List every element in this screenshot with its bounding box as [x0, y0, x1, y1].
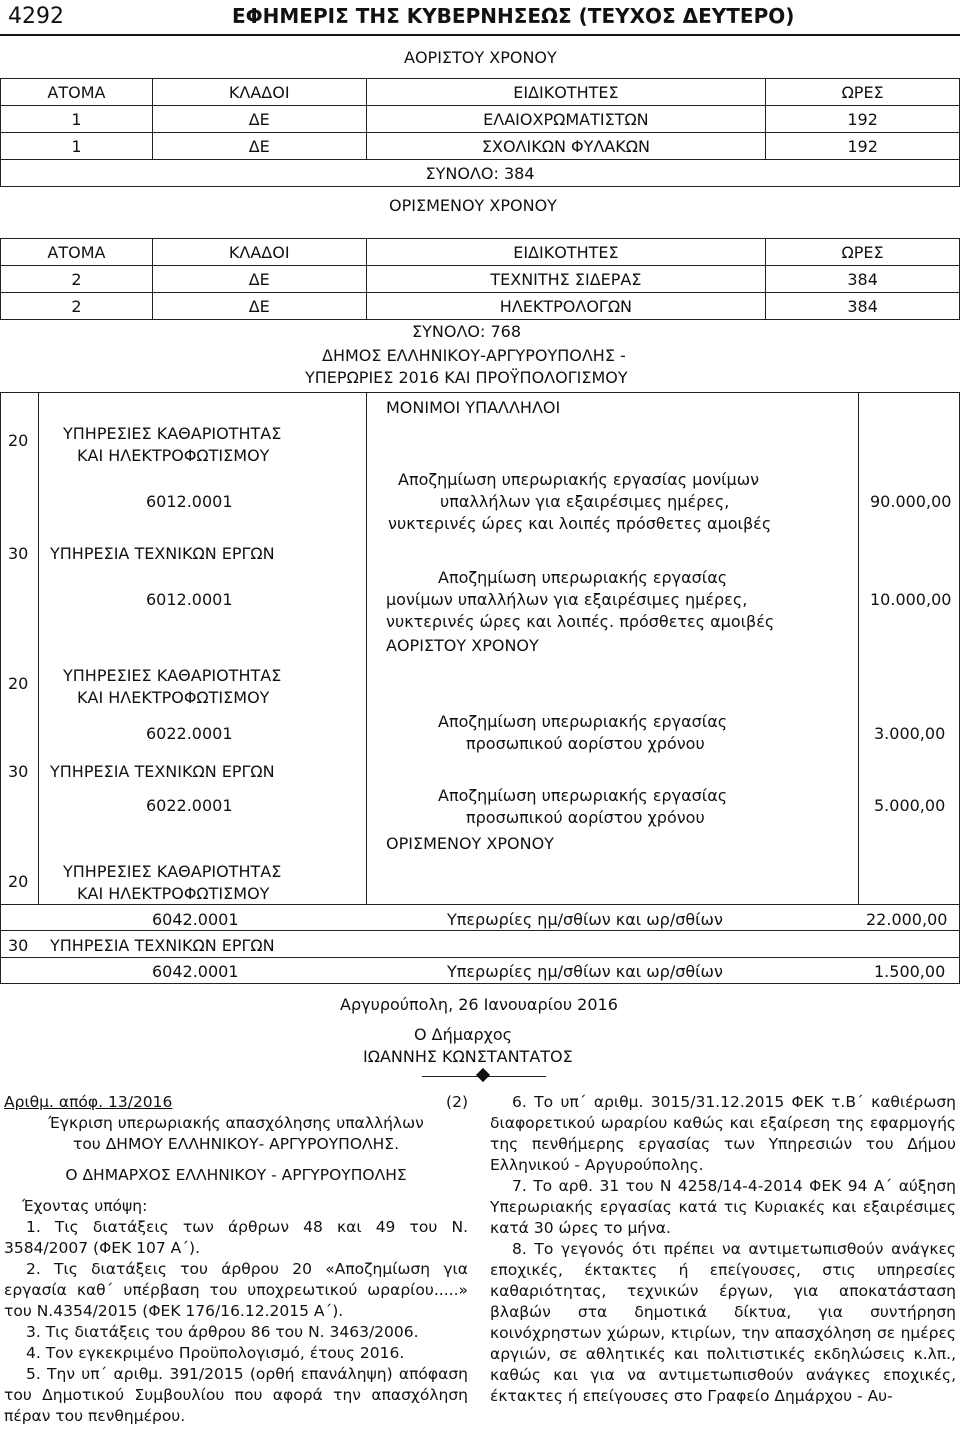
consideration: 8. Το γεγονός ότι πρέπει να αντιμετωπισθούν ανάγκες εποχικές, έκτακτες ή επείγουσες, στις υπηρεσίες καθαριότητας, τεχνικών έργων, για αποκατάσταση βλαβών στα δημοτικά δίκτυα, για συντήρηση κοινόχρηστων χώρων, κτιρίων, την απασχόληση σε ημέρες αργιών, σε αθλητικές και πολιτιστικές εκδηλώσεις κ.λπ., καθώς και για να αντιμετωπισθούν ανάγκες εποχικές, έκτακτες ή επείγουσες στο Γραφείο Δημάρχου - Αυ-	[490, 1240, 956, 1405]
cell: ΣΧΟΛΙΚΩΝ ΦΥΛΑΚΩΝ	[366, 133, 766, 160]
rule	[858, 392, 859, 904]
consideration: 1. Τις διατάξεις των άρθρων 48 και 49 του Ν. 3584/2007 (ΦΕΚ 107 Α΄).	[4, 1218, 468, 1257]
decision-line	[4, 1092, 468, 1113]
table-aoristou	[0, 78, 960, 187]
section-heading: ΜΟΝΙΜΟΙ ΥΠΑΛΛΗΛΟΙ	[386, 398, 561, 417]
col-eidikotites: ΕΙΔΙΚΟΤΗΤΕΣ	[366, 79, 766, 106]
fund-number: 20	[8, 431, 29, 450]
col-ores: ΩΡΕΣ	[766, 79, 960, 106]
page-number: 4292	[8, 4, 64, 29]
amount: 1.500,00	[874, 962, 946, 981]
consideration: 3. Τις διατάξεις του άρθρου 86 του Ν. 3463/2006.	[26, 1323, 419, 1341]
account-code: 6022.0001	[146, 724, 233, 743]
consideration: 5. Την υπ΄ αριθμ. 391/2015 (ορθή επανάληψη) απόφαση του Δημοτικού Συμβουλίου που αφορά την απασχόληση πέραν του πενθημέρου.	[4, 1365, 468, 1425]
expense-desc: Αποζημίωση υπερωριακής εργασίας	[438, 786, 728, 805]
rule	[0, 930, 960, 931]
expense-desc: Αποζημίωση υπερωριακής εργασίας μονίμων	[398, 470, 760, 489]
cell: 1	[1, 133, 153, 160]
cell: ΕΛΑΙΟΧΡΩΜΑΤΙΣΤΩΝ	[366, 106, 766, 133]
cell: ΔΕ	[152, 293, 366, 320]
cell: ΔΕ	[152, 133, 366, 160]
consideration: 2. Τις διατάξεις του άρθρου 20 «Αποζημίωση για εργασία καθ΄ υπέρβαση του υποχρεωτικού ωραρίου.....» του Ν.4354/2015 (ΦΕΚ 176/16.12.2015 Α΄).	[4, 1260, 468, 1320]
cell: ΔΕ	[152, 266, 366, 293]
rule	[0, 392, 1, 983]
rule	[38, 392, 39, 904]
considerations-heading: Έχοντας υπόψη:	[22, 1197, 148, 1215]
amount: 3.000,00	[874, 724, 946, 743]
col-eidikotites: ΕΙΔΙΚΟΤΗΤΕΣ	[366, 239, 766, 266]
cell: 192	[766, 106, 960, 133]
fund-number: 20	[8, 872, 29, 891]
cell: ΔΕ	[152, 106, 366, 133]
expense-desc: Αποζημίωση υπερωριακής εργασίας	[438, 712, 728, 731]
cell: 384	[766, 293, 960, 320]
cell: 2	[1, 293, 153, 320]
service-name: ΥΠΗΡΕΣΙΕΣ ΚΑΘΑΡΙΟΤΗΤΑΣ	[63, 666, 282, 685]
account-code: 6012.0001	[146, 492, 233, 511]
fund-number: 30	[8, 936, 29, 955]
section-heading: ΟΡΙΣΜΕΝΟΥ ΧΡΟΝΟΥ	[386, 834, 554, 853]
left-column	[4, 1092, 468, 1427]
expense-desc: νυκτερινές ώρες και λοιπές. πρόσθετες αμοιβές	[386, 612, 775, 631]
section-heading: ΑΟΡΙΣΤΟΥ ΧΡΟΝΟΥ	[386, 636, 539, 655]
t2-total: ΣΥΝΟΛΟ: 768	[412, 322, 521, 341]
fund-number: 30	[8, 544, 29, 563]
table-row	[1, 133, 960, 160]
table-row	[1, 293, 960, 320]
account-code: 6022.0001	[146, 796, 233, 815]
expense-desc: νυκτερινές ώρες και λοιπές πρόσθετες αμοιβές	[388, 514, 772, 533]
place-date: Αργυρούπολη, 26 Ιανουαρίου 2016	[340, 995, 618, 1014]
t3-title-2: ΥΠΕΡΩΡΙΕΣ 2016 ΚΑΙ ΠΡΟΫΠΟΛΟΓΙΣΜΟΥ	[305, 368, 628, 387]
rule	[366, 392, 367, 904]
total-row	[1, 160, 960, 187]
account-code: 6012.0001	[146, 590, 233, 609]
cell: 2	[1, 266, 153, 293]
table-orismenou	[0, 238, 960, 320]
rule	[0, 392, 960, 393]
consideration: 7. Το αρθ. 31 του Ν 4258/14-4-2014 ΦΕΚ 94 Α΄ αύξηση Υπερωριακής εργασίας κατά τις Κυριακές και εξαιρέσιμες κατά 30 ώρες το μήνα.	[490, 1177, 956, 1237]
amount: 5.000,00	[874, 796, 946, 815]
col-kladoi: ΚΛΑΔΟΙ	[152, 79, 366, 106]
amount: 22.000,00	[866, 910, 948, 929]
header-rule	[0, 34, 960, 36]
expense-desc: μονίμων υπαλλήλων για εξαιρέσιμες ημέρες,	[386, 590, 748, 609]
cell: ΤΕΧΝΙΤΗΣ ΣΙΔΕΡΑΣ	[366, 266, 766, 293]
journal-title: ΕΦΗΜΕΡΙΣ ΤΗΣ ΚΥΒΕΡΝΗΣΕΩΣ (ΤΕΥΧΟΣ ΔΕΥΤΕΡΟ)	[232, 4, 795, 28]
fund-number: 20	[8, 674, 29, 693]
service-name: ΚΑΙ ΗΛΕΚΤΡΟΦΩΤΙΣΜΟΥ	[77, 884, 270, 903]
consideration: 4. Τον εγκεκριμένο Προϋπολογισμό, έτους 2016.	[26, 1344, 405, 1362]
decision-subject: Έγκριση υπερωριακής απασχόλησης υπαλλήλων	[48, 1114, 424, 1132]
fund-number: 30	[8, 762, 29, 781]
service-name: ΚΑΙ ΗΛΕΚΤΡΟΦΩΤΙΣΜΟΥ	[77, 446, 270, 465]
t1-title: ΑΟΡΙΣΤΟΥ ΧΡΟΝΟΥ	[404, 48, 557, 67]
table-header	[1, 79, 960, 106]
service-name: ΥΠΗΡΕΣΙΕΣ ΚΑΘΑΡΙΟΤΗΤΑΣ	[63, 862, 282, 881]
amount: 10.000,00	[870, 590, 952, 609]
service-name: ΥΠΗΡΕΣΙΕΣ ΚΑΘΑΡΙΟΤΗΤΑΣ	[63, 424, 282, 443]
rule	[0, 957, 960, 958]
expense-desc: υπαλλήλων για εξαιρέσιμες ημέρες,	[440, 492, 730, 511]
expense-desc: προσωπικού αορίστου χρόνου	[466, 734, 705, 753]
cell: 384	[766, 266, 960, 293]
diamond-icon	[476, 1068, 490, 1082]
rule	[0, 904, 960, 905]
table-row	[1, 266, 960, 293]
col-atoma: ΑΤΟΜΑ	[1, 239, 153, 266]
decision-number: Αριθμ. απόφ. 13/2016	[4, 1093, 173, 1111]
table-header	[1, 239, 960, 266]
cell: 1	[1, 106, 153, 133]
total-cell: ΣΥΝΟΛΟ: 384	[1, 160, 960, 187]
expense-desc: Υπερωρίες ημ/σθίων και ωρ/σθίων	[447, 962, 723, 981]
t3-title-1: ΔΗΜΟΣ ΕΛΛΗΝΙΚΟΥ-ΑΡΓΥΡΟΥΠΟΛΗΣ -	[322, 346, 626, 365]
col-atoma: ΑΤΟΜΑ	[1, 79, 153, 106]
expense-desc: Υπερωρίες ημ/σθίων και ωρ/σθίων	[447, 910, 723, 929]
service-name: ΚΑΙ ΗΛΕΚΤΡΟΦΩΤΙΣΜΟΥ	[77, 688, 270, 707]
rule	[0, 983, 960, 984]
table-row	[1, 106, 960, 133]
t2-title: ΟΡΙΣΜΕΝΟΥ ΧΡΟΝΟΥ	[389, 196, 557, 215]
service-name: ΥΠΗΡΕΣΙΑ ΤΕΧΝΙΚΩΝ ΕΡΓΩΝ	[50, 936, 275, 955]
decision-subject: του ΔΗΜΟΥ ΕΛΛΗΝΙΚΟΥ- ΑΡΓΥΡΟΥΠΟΛΗΣ.	[72, 1135, 399, 1153]
right-column	[490, 1092, 956, 1407]
signatory-name: ΙΩΑΝΝΗΣ ΚΩΝΣΤΑΝΤΑΤΟΣ	[363, 1047, 573, 1066]
decision-authority: Ο ΔΗΜΑΡΧΟΣ ΕΛΛΗΝΙΚΟΥ - ΑΡΓΥΡΟΥΠΟΛΗΣ	[65, 1166, 407, 1184]
consideration: 6. Το υπ΄ αριθμ. 3015/31.12.2015 ΦΕΚ τ.Β΄ καθιέρωση διαφορετικού ωραρίου καθώς και εξαίρεση της εφαρμογής της πενθήμερης εργασίας των Υπηρεσιών του Δήμου Ελληνικού - Αργυρούπολης.	[490, 1093, 956, 1174]
service-name: ΥΠΗΡΕΣΙΑ ΤΕΧΝΙΚΩΝ ΕΡΓΩΝ	[50, 762, 275, 781]
cell: ΗΛΕΚΤΡΟΛΟΓΩΝ	[366, 293, 766, 320]
service-name: ΥΠΗΡΕΣΙΑ ΤΕΧΝΙΚΩΝ ΕΡΓΩΝ	[50, 544, 275, 563]
account-code: 6042.0001	[152, 910, 239, 929]
account-code: 6042.0001	[152, 962, 239, 981]
col-ores: ΩΡΕΣ	[766, 239, 960, 266]
amount: 90.000,00	[870, 492, 952, 511]
signatory-role: Ο Δήμαρχος	[414, 1025, 513, 1044]
col-kladoi: ΚΛΑΔΟΙ	[152, 239, 366, 266]
decision-index: (2)	[446, 1093, 468, 1111]
expense-desc: Αποζημίωση υπερωριακής εργασίας	[438, 568, 728, 587]
cell: 192	[766, 133, 960, 160]
expense-desc: προσωπικού αορίστου χρόνου	[466, 808, 705, 827]
